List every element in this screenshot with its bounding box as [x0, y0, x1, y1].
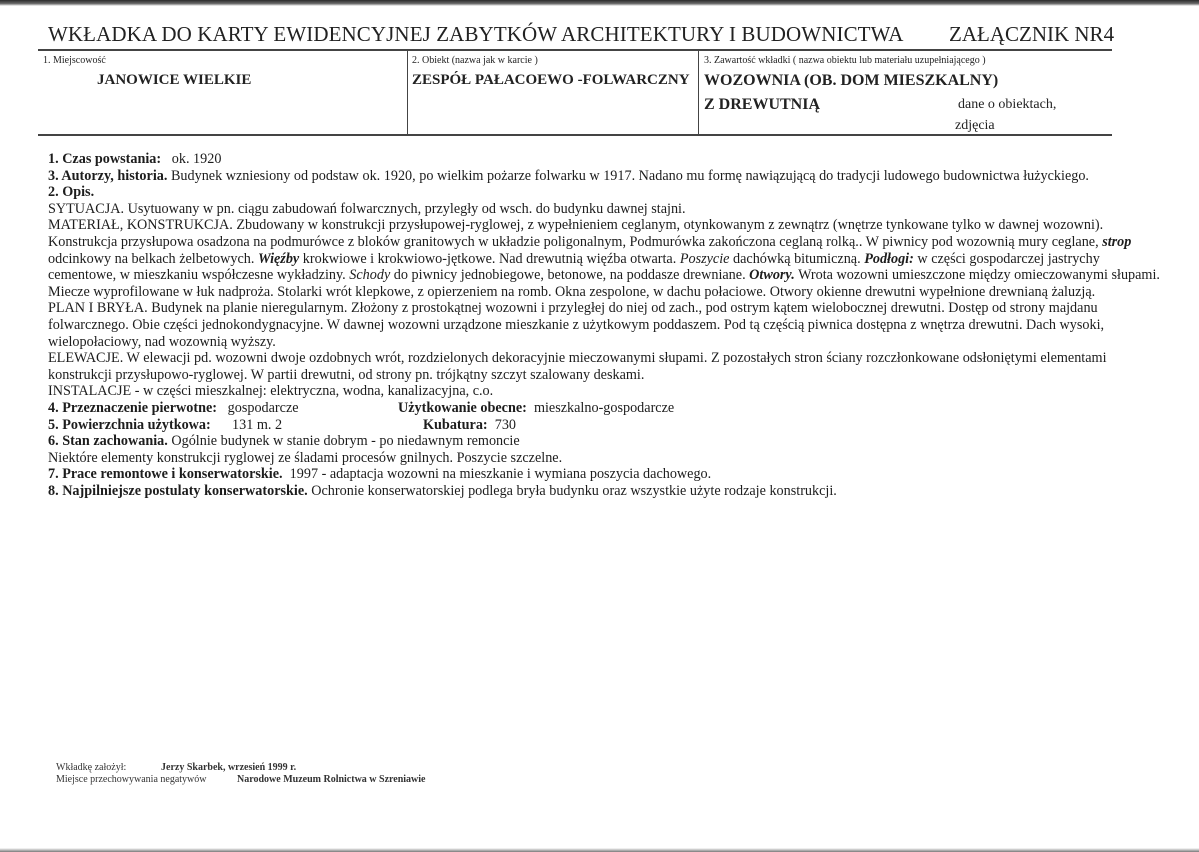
section-5-text: 131 m. 2 — [232, 416, 283, 433]
section-3-heading: 3. Autorzy, historia. — [48, 167, 168, 184]
section-5-heading: 5. Powierzchnia użytkowa: — [48, 416, 211, 433]
section-4-text: gospodarcze — [227, 399, 299, 416]
insert-content-value-line2: Z DREWUTNIĄ — [704, 96, 821, 113]
document-body — [48, 151, 1168, 499]
strop-label: strop — [1102, 233, 1132, 250]
section-7-works — [48, 466, 1168, 483]
insert-content-note-line1: dane o obiektach, — [958, 97, 1057, 112]
table-bottom-border — [38, 134, 1112, 136]
section-3-text: Budynek wzniesiony od podstaw ok. 1920, po wielkim pożarze folwarku w 1917. Nadano mu formę nawiązującą do tradycji ludowego budownictwa łużyckiego. — [170, 167, 1089, 184]
material-construction-paragraph — [48, 217, 1168, 300]
otwory-label: Otwory. — [749, 267, 795, 284]
table-divider-1 — [407, 50, 408, 135]
section-3-authors-history — [48, 168, 1168, 185]
schody-label: Schody — [349, 267, 391, 284]
scan-edge-bottom — [0, 848, 1199, 852]
negatives-value: Narodowe Muzeum Rolnictwa w Szreniawie — [237, 774, 426, 785]
author-row — [56, 762, 426, 774]
locality-value: JANOWICE WIELKIE — [97, 72, 252, 88]
scan-edge-top — [0, 0, 1199, 6]
current-use-text: mieszkalno-gospodarcze — [533, 399, 675, 416]
object-value: ZESPÓŁ PAŁACOEWO -FOLWARCZNY — [412, 72, 690, 88]
document-header — [38, 22, 1115, 48]
section-4-purpose — [48, 400, 1168, 417]
material-text-c: krokwiowe i krokwiowo-jętkowe. Nad drewutnią więźba otwarta. — [302, 250, 677, 267]
situation-paragraph: SYTUACJA. Usytuowany w pn. ciągu zabudowań folwarcznych, przyległy od wsch. do budynku dawnej stajni. — [48, 200, 686, 217]
section-6-condition — [48, 433, 1168, 450]
table-top-border — [38, 49, 1112, 51]
insert-content-note-line2: zdjęcia — [955, 118, 995, 133]
section-6-heading: 6. Stan zachowania. — [48, 433, 168, 450]
annex-number: ZAŁĄCZNIK NR4 — [949, 22, 1115, 46]
author-value: Jerzy Skarbek, wrzesień 1999 r. — [161, 762, 297, 773]
section-1-text: ok. 1920 — [171, 151, 222, 167]
table-divider-2 — [698, 50, 699, 135]
document-title: WKŁADKA DO KARTY EWIDENCYJNEJ ZABYTKÓW ARCHITEKTURY I BUDOWNICTWA — [48, 22, 904, 46]
volume-text: 730 — [494, 416, 517, 433]
material-text-f: do piwnicy jednobiegowe, betonowe, na poddasze drewniane. — [393, 267, 746, 284]
insert-content-value-line1: WOZOWNIA (OB. DOM MIESZKALNY) — [704, 72, 999, 89]
elevations-paragraph: ELEWACJE. W elewacji pd. wozowni dwoje ozdobnych wrót, rozdzielonych dekoracyjnie mieczowanymi słupami. Z pozostałych stron ściany rozczłonkowane odsłoniętymi elementami konstrukcji przysłupowo-ryglowej. W partii drewutni, od strony pn. trójkątny szczyt szalowany deskami. — [48, 350, 1107, 383]
negatives-label: Miejsce przechowywania negatywów — [56, 774, 207, 785]
material-text-g: Wrota wozowni umieszczone między omieczowanymi słupami. Miecze wyprofilowane w łuk nadproża. Stolarki wrót klepkowe, z opierzeniem na romb. Okna zespolone, w dachu połaciowe. Otwory okienne drewutni wypełnione drewnianą żaluzją. — [48, 267, 1160, 300]
locality-label: 1. Miejscowość — [43, 55, 106, 66]
podlogi-label: Podłogi: — [864, 250, 914, 267]
section-6-text: Ogólnie budynek w stanie dobrym - po niedawnym remoncie — [171, 433, 520, 450]
document-footer — [56, 762, 426, 786]
material-text-b: odcinkowy na belkach żelbetowych. — [48, 250, 255, 267]
material-text-a: MATERIAŁ, KONSTRUKCJA. Zbudowany w konstrukcji przysłupowej-ryglowej, z wypełnieniem ceglanym, otynkowanym z zewnątrz (wnętrze tynkowane tylko w dawnej wozowni). Konstrukcja przysłupowa osadzona na podmurówce z bloków granitowych w układzie poligonalnym, Podmurówka zakończona ceglaną rolką.. W piwnicy pod wozownią mury ceglane, — [48, 217, 1104, 250]
poszycie-label: Poszycie — [679, 250, 730, 267]
current-use-heading: Użytkowanie obecne: — [398, 399, 527, 416]
insert-content-label: 3. Zawartość wkładki ( nazwa obiektu lub materiału uzupełniającego ) — [704, 55, 986, 66]
negatives-row — [56, 774, 426, 786]
section-2-heading: 2. Opis. — [48, 184, 95, 201]
material-text-e: w części gospodarczej jastrychy cementowe, w mieszkaniu współczesne wykładziny. — [48, 250, 1100, 284]
wiezby-label: Więźby — [257, 250, 300, 267]
section-8-postulates — [48, 483, 1168, 500]
material-text-d: dachówką bitumiczną. — [733, 250, 861, 267]
section-7-heading: 7. Prace remontowe i konserwatorskie. — [48, 466, 283, 483]
section-7-text: 1997 - adaptacja wozowni na mieszkanie i wymiana poszycia dachowego. — [289, 466, 712, 483]
object-label: 2. Obiekt (nazwa jak w karcie ) — [412, 55, 538, 66]
section-6-text-line2: Niektóre elementy konstrukcji ryglowej ze śladami procesów gnilnych. Poszycie szczelne. — [48, 449, 563, 466]
section-8-heading: 8. Najpilniejsze postulaty konserwatorskie. — [48, 482, 308, 499]
installations-paragraph: INSTALACJE - w części mieszkalnej: elektryczna, wodna, kanalizacyjna, c.o. — [48, 383, 494, 400]
section-1-creation-time — [48, 151, 1168, 168]
section-4-heading: 4. Przeznaczenie pierwotne: — [48, 399, 217, 416]
author-label: Wkładkę założył: — [56, 762, 127, 773]
section-1-heading: 1. Czas powstania: — [48, 151, 162, 167]
section-5-area — [48, 417, 1168, 434]
volume-heading: Kubatura: — [423, 416, 488, 433]
plan-paragraph: PLAN I BRYŁA. Budynek na planie nieregularnym. Złożony z prostokątnej wozowni i przyległej do niej od zach., pod ostrym kątem wielobocznej drewutni. Dostęp od strony majdanu folwarcznego. Obie części jednokondygnacyjne. W dawnej wozowni urządzone mieszkanie z użytkowym poddaszem. Pod tą częścią piwnica dostępna z wnętrza drewutni. Dach wysoki, wielopołaciowy, nad wozownią wyższy. — [48, 300, 1105, 350]
section-8-text: Ochronie konserwatorskiej podlega bryła budynku oraz wszystkie użyte rodzaje konstrukcji. — [311, 482, 837, 499]
